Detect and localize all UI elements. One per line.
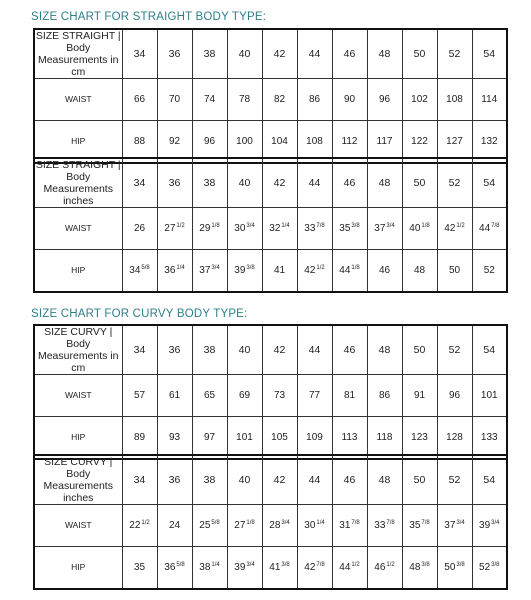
measurement-cell <box>332 250 367 292</box>
measurement-fraction: 3/8 <box>456 561 465 568</box>
size-header-cell: 36 <box>157 29 192 79</box>
measurement-cell <box>122 547 157 589</box>
measurement-whole: 38 <box>199 562 211 573</box>
measurement-whole: 30 <box>304 520 316 532</box>
measurement-whole: 128 <box>446 432 463 443</box>
measurement-cell <box>472 547 507 589</box>
measurement-cell <box>332 79 367 121</box>
measurement-cell <box>227 208 262 250</box>
size-header-cell: 52 <box>437 325 472 375</box>
row-label-hip: HIP <box>34 547 122 589</box>
measurement-whole: 36 <box>164 562 176 573</box>
measurement-cell <box>157 250 192 292</box>
measurement-fraction: 7/8 <box>421 519 430 526</box>
row-label-waist: WAIST <box>34 505 122 547</box>
measurement-cell <box>437 505 472 547</box>
measurement-fraction: 3/4 <box>491 519 500 526</box>
measurement-cell <box>367 208 402 250</box>
measurement-whole: 37 <box>199 265 211 276</box>
measurement-whole: 32 <box>269 223 281 235</box>
measurement-cell <box>227 375 262 417</box>
measurement-cell <box>472 417 507 459</box>
measurement-cell <box>297 375 332 417</box>
measurement-fraction: 1/2 <box>456 222 465 229</box>
measurement-fraction: 3/4 <box>456 519 465 526</box>
measurement-whole: 28 <box>269 520 281 532</box>
measurement-cell <box>192 547 227 589</box>
size-header-cell: 38 <box>192 455 227 505</box>
measurement-whole: 46 <box>374 562 386 573</box>
size-header-cell: 50 <box>402 455 437 505</box>
measurement-fraction: 3/4 <box>281 519 290 526</box>
measurement-whole: 35 <box>339 223 351 235</box>
size-header-cell: 34 <box>122 455 157 505</box>
size-header-cell: 38 <box>192 325 227 375</box>
measurement-fraction: 1/2 <box>351 561 360 568</box>
measurement-whole: 33 <box>374 520 386 532</box>
measurement-fraction: 1/4 <box>316 519 325 526</box>
row-label-waist: WAIST <box>34 208 122 250</box>
measurement-cell <box>297 505 332 547</box>
size-header-cell: 44 <box>297 158 332 208</box>
measurement-whole: 93 <box>168 432 181 443</box>
measurement-whole: 42 <box>304 265 316 276</box>
measurement-whole: 92 <box>168 136 181 147</box>
measurement-cell <box>192 208 227 250</box>
measurement-cell <box>157 79 192 121</box>
size-header-cell: 44 <box>297 325 332 375</box>
size-header-cell: 54 <box>472 158 507 208</box>
measurement-whole: 35 <box>409 520 421 532</box>
measurement-whole: 104 <box>271 136 288 147</box>
measurement-cell <box>297 547 332 589</box>
measurement-whole: 127 <box>446 136 463 147</box>
measurement-whole: 70 <box>168 94 181 106</box>
measurement-whole: 108 <box>446 94 463 106</box>
measurement-whole: 73 <box>273 390 286 402</box>
measurement-whole: 37 <box>374 223 386 235</box>
section-straight-title: SIZE CHART FOR STRAIGHT BODY TYPE: <box>31 11 267 23</box>
measurement-cell <box>227 505 262 547</box>
size-header-cell: 46 <box>332 455 367 505</box>
measurement-cell <box>192 79 227 121</box>
measurement-cell <box>122 79 157 121</box>
measurement-whole: 30 <box>234 223 246 235</box>
measurement-fraction: 3/8 <box>421 561 430 568</box>
measurement-whole: 27 <box>164 223 176 235</box>
measurement-whole: 66 <box>133 94 146 106</box>
size-header-cell: 52 <box>437 158 472 208</box>
row-label-waist: WAIST <box>34 375 122 417</box>
measurement-whole: 42 <box>304 562 316 573</box>
size-header-cell: 34 <box>122 29 157 79</box>
measurement-fraction: 1/2 <box>141 519 150 526</box>
measurement-fraction: 3/8 <box>351 222 360 229</box>
measurement-whole: 102 <box>411 94 428 106</box>
measurement-cell <box>157 375 192 417</box>
measurement-whole: 101 <box>236 432 253 443</box>
measurement-fraction: 3/4 <box>246 222 255 229</box>
measurement-cell <box>157 208 192 250</box>
measurement-whole: 50 <box>448 265 461 276</box>
measurement-whole: 48 <box>409 562 421 573</box>
measurement-fraction: 1/2 <box>386 561 395 568</box>
size-header-cell: 48 <box>367 158 402 208</box>
measurement-fraction: 1/4 <box>211 561 220 568</box>
measurement-whole: 90 <box>343 94 356 106</box>
measurement-whole: 132 <box>480 136 498 147</box>
size-header-cell: 44 <box>297 455 332 505</box>
measurement-cell <box>332 547 367 589</box>
measurement-cell <box>262 505 297 547</box>
measurement-cell <box>332 208 367 250</box>
measurement-cell <box>192 505 227 547</box>
measurement-whole: 52 <box>479 562 491 573</box>
size-header-cell: 36 <box>157 325 192 375</box>
measurement-fraction: 3/8 <box>246 264 255 271</box>
measurement-cell <box>332 375 367 417</box>
measurement-fraction: 5/8 <box>211 519 220 526</box>
measurement-fraction: 1/8 <box>351 264 360 271</box>
measurement-header-label: SIZE STRAIGHT | Body Measurements in cm <box>35 30 121 79</box>
measurement-whole: 118 <box>376 432 393 443</box>
measurement-cell <box>157 547 192 589</box>
measurement-whole: 42 <box>444 223 456 235</box>
measurement-cell <box>192 417 227 459</box>
measurement-whole: 40 <box>409 223 421 235</box>
measurement-cell <box>297 208 332 250</box>
measurement-cell <box>437 208 472 250</box>
measurement-whole: 89 <box>133 432 146 443</box>
measurement-whole: 41 <box>269 562 281 573</box>
measurement-cell <box>227 547 262 589</box>
size-header-cell: 52 <box>437 455 472 505</box>
measurement-fraction: 7/8 <box>491 222 500 229</box>
measurement-whole: 112 <box>341 136 358 147</box>
size-header-cell: 54 <box>472 29 507 79</box>
measurement-fraction: 1/2 <box>176 222 185 229</box>
measurement-cell <box>262 208 297 250</box>
size-table-straight-inches <box>33 157 508 293</box>
size-header-cell: 42 <box>262 455 297 505</box>
measurement-fraction: 3/8 <box>281 561 290 568</box>
measurement-cell <box>402 547 437 589</box>
measurement-cell <box>472 250 507 292</box>
measurement-fraction: 1/8 <box>246 519 255 526</box>
measurement-whole: 36 <box>164 265 176 276</box>
row-label-hip: HIP <box>34 250 122 292</box>
measurement-cell <box>297 417 332 459</box>
measurement-cell <box>157 505 192 547</box>
measurement-cell <box>437 417 472 459</box>
measurement-whole: 48 <box>413 265 426 276</box>
measurement-whole: 117 <box>376 136 393 147</box>
measurement-cell <box>472 505 507 547</box>
measurement-fraction: 5/8 <box>141 264 150 271</box>
measurement-fraction: 7/8 <box>386 519 395 526</box>
measurement-cell <box>122 250 157 292</box>
measurement-whole: 109 <box>306 432 323 443</box>
measurement-whole: 74 <box>203 94 216 106</box>
measurement-fraction: 3/8 <box>491 561 500 568</box>
measurement-cell <box>227 250 262 292</box>
measurement-cell <box>262 79 297 121</box>
size-header-cell: 40 <box>227 29 262 79</box>
measurement-cell <box>227 79 262 121</box>
measurement-whole: 91 <box>413 390 426 402</box>
measurement-cell <box>367 547 402 589</box>
measurement-whole: 25 <box>199 520 211 532</box>
measurement-whole: 22 <box>129 520 141 532</box>
measurement-whole: 41 <box>273 265 286 276</box>
measurement-whole: 57 <box>133 390 146 402</box>
measurement-cell <box>367 505 402 547</box>
size-header-cell: 40 <box>227 158 262 208</box>
measurement-whole: 82 <box>273 94 286 106</box>
measurement-whole: 96 <box>378 94 391 106</box>
measurement-fraction: 7/8 <box>351 519 360 526</box>
measurement-cell <box>402 250 437 292</box>
measurement-cell <box>367 79 402 121</box>
measurement-whole: 29 <box>199 223 211 235</box>
size-header-cell: 46 <box>332 158 367 208</box>
measurement-whole: 37 <box>444 520 456 532</box>
measurement-cell <box>262 375 297 417</box>
size-header-cell: 50 <box>402 325 437 375</box>
measurement-fraction: 1/8 <box>421 222 430 229</box>
measurement-whole: 33 <box>304 223 316 235</box>
size-header-cell: 48 <box>367 455 402 505</box>
size-header-cell: 36 <box>157 158 192 208</box>
measurement-cell <box>402 79 437 121</box>
measurement-whole: 100 <box>236 136 253 147</box>
measurement-whole: 46 <box>378 265 391 276</box>
size-header-cell: 54 <box>472 325 507 375</box>
measurement-cell <box>122 505 157 547</box>
size-header-cell: 50 <box>402 158 437 208</box>
measurement-whole: 39 <box>479 520 491 532</box>
measurement-whole: 34 <box>129 265 141 276</box>
measurement-whole: 26 <box>133 223 146 235</box>
measurement-fraction: 7/8 <box>316 561 325 568</box>
measurement-whole: 78 <box>238 94 251 106</box>
measurement-cell <box>262 547 297 589</box>
size-header-cell: 34 <box>122 325 157 375</box>
measurement-cell <box>227 417 262 459</box>
measurement-cell <box>297 250 332 292</box>
measurement-cell <box>437 375 472 417</box>
measurement-whole: 50 <box>444 562 456 573</box>
size-header-cell: 44 <box>297 29 332 79</box>
measurement-fraction: 1/2 <box>316 264 325 271</box>
measurement-whole: 65 <box>203 390 216 402</box>
measurement-cell <box>437 547 472 589</box>
measurement-whole: 52 <box>483 265 495 276</box>
measurement-cell <box>262 417 297 459</box>
size-header-cell: 34 <box>122 158 157 208</box>
measurement-cell <box>262 250 297 292</box>
measurement-whole: 39 <box>234 562 246 573</box>
measurement-cell <box>122 417 157 459</box>
measurement-whole: 44 <box>479 223 491 235</box>
measurement-whole: 114 <box>481 94 498 106</box>
size-header-cell: 38 <box>192 29 227 79</box>
size-header-cell: 42 <box>262 325 297 375</box>
size-table-curvy-inches <box>33 454 508 590</box>
measurement-cell <box>402 375 437 417</box>
size-header-cell: 50 <box>402 29 437 79</box>
measurement-whole: 96 <box>448 390 461 402</box>
measurement-cell <box>332 505 367 547</box>
measurement-header-label: SIZE STRAIGHT | Body Measurements inches <box>35 159 121 208</box>
size-header-cell: 36 <box>157 455 192 505</box>
measurement-cell <box>332 417 367 459</box>
measurement-whole: 81 <box>343 390 356 402</box>
size-table-straight-cm <box>33 28 508 164</box>
measurement-fraction: 1/4 <box>176 264 185 271</box>
measurement-whole: 123 <box>411 432 428 443</box>
measurement-whole: 113 <box>341 432 358 443</box>
size-header-cell: 42 <box>262 29 297 79</box>
measurement-cell <box>402 505 437 547</box>
size-header-cell: 40 <box>227 325 262 375</box>
size-header-cell: 42 <box>262 158 297 208</box>
measurement-fraction: 3/4 <box>386 222 395 229</box>
size-header-cell: 46 <box>332 29 367 79</box>
measurement-whole: 31 <box>339 520 351 532</box>
measurement-fraction: 7/8 <box>316 222 325 229</box>
measurement-whole: 35 <box>133 562 146 573</box>
measurement-header-label: SIZE CURVY | Body Measurements inches <box>34 455 122 505</box>
measurement-whole: 27 <box>234 520 246 532</box>
section-curvy-title: SIZE CHART FOR CURVY BODY TYPE: <box>31 308 248 320</box>
measurement-cell <box>157 417 192 459</box>
measurement-fraction: 1/4 <box>281 222 290 229</box>
measurement-cell <box>402 417 437 459</box>
measurement-cell <box>472 79 507 121</box>
measurement-whole: 101 <box>480 390 498 402</box>
measurement-whole: 133 <box>480 432 498 443</box>
measurement-whole: 44 <box>339 562 351 573</box>
measurement-header-label: SIZE CURVY | Body Measurements in cm <box>34 325 122 375</box>
measurement-fraction: 3/4 <box>211 264 220 271</box>
measurement-cell <box>192 250 227 292</box>
measurement-cell <box>192 375 227 417</box>
measurement-cell <box>122 375 157 417</box>
measurement-whole: 24 <box>168 520 181 532</box>
measurement-cell <box>367 417 402 459</box>
measurement-cell <box>297 79 332 121</box>
measurement-whole: 97 <box>203 432 216 443</box>
measurement-cell <box>437 250 472 292</box>
measurement-cell <box>472 208 507 250</box>
measurement-fraction: 1/8 <box>211 222 220 229</box>
measurement-whole: 96 <box>203 136 216 147</box>
row-label-hip: HIP <box>34 121 122 163</box>
size-table-curvy-cm <box>33 324 508 460</box>
measurement-whole: 86 <box>308 94 321 106</box>
measurement-cell <box>402 208 437 250</box>
size-header-cell: 48 <box>367 325 402 375</box>
size-header-cell: 48 <box>367 29 402 79</box>
size-header-cell: 38 <box>192 158 227 208</box>
measurement-whole: 122 <box>411 136 428 147</box>
measurement-whole: 108 <box>306 136 323 147</box>
measurement-whole: 44 <box>339 265 351 276</box>
measurement-cell <box>367 250 402 292</box>
measurement-cell <box>437 79 472 121</box>
measurement-whole: 86 <box>378 390 391 402</box>
size-header-cell: 46 <box>332 325 367 375</box>
measurement-cell <box>122 208 157 250</box>
size-header-cell: 40 <box>227 455 262 505</box>
measurement-whole: 61 <box>168 390 181 402</box>
measurement-whole: 88 <box>133 136 146 147</box>
size-header-cell: 52 <box>437 29 472 79</box>
row-label-waist: WAIST <box>34 79 122 121</box>
measurement-fraction: 5/8 <box>176 561 185 568</box>
measurement-whole: 69 <box>238 390 251 402</box>
measurement-whole: 77 <box>308 390 321 402</box>
size-header-cell: 54 <box>472 455 507 505</box>
measurement-cell <box>367 375 402 417</box>
measurement-whole: 105 <box>271 432 288 443</box>
measurement-fraction: 3/4 <box>246 561 255 568</box>
row-label-hip: HIP <box>34 417 122 459</box>
measurement-cell <box>472 375 507 417</box>
measurement-whole: 39 <box>234 265 246 276</box>
